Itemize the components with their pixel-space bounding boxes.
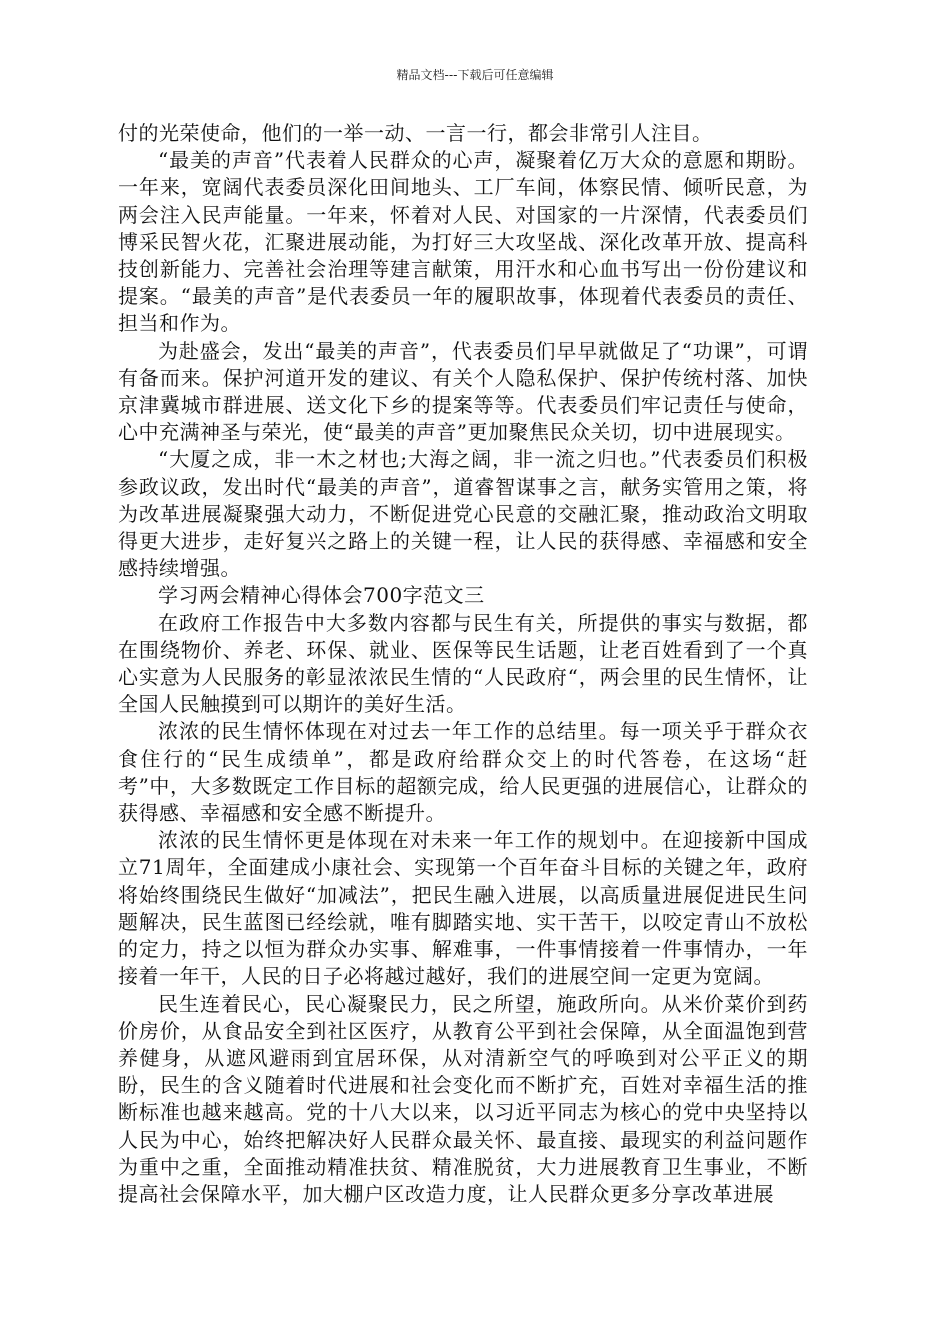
document-body <box>118 120 808 1208</box>
paragraph: 在政府工作报告中大多数内容都与民生有关，所提供的事实与数据，都在围绕物价、养老、环保、就业、医保等民生话题，让老百姓看到了一个真心实意为人民服务的彰显浓浓民生情的“人民政府“，两会里的民生情怀，让全国人民触摸到可以期许的美好生活。 <box>118 610 808 717</box>
section-heading: 学习两会精神心得体会700字范文三 <box>158 583 485 608</box>
paragraph: 浓浓的民生情怀体现在对过去一年工作的总结里。每一项关乎于群众衣食住行的“民生成绩单”，都是政府给群众交上的时代答卷，在这场“赶考”中，大多数既定工作目标的超额完成，给人民更强的进展信心，让群众的获得感、幸福感和安全感不断提升。 <box>118 719 808 826</box>
page-header: 精品文档---下载后可任意编辑 <box>396 68 554 82</box>
paragraph: 浓浓的民生情怀更是体现在对未来一年工作的规划中。在迎接新中国成立71周年，全面建成小康社会、实现第一个百年奋斗目标的关键之年，政府将始终围绕民生做好“加减法”，把民生融入进展，以高质量进展促进民生问题解决，民生蓝图已经绘就，唯有脚踏实地、实干苦干，以咬定青山不放松的定力，持之以恒为群众办实事、解难事，一件事情接着一件事情办，一年接着一年干，人民的日子必将越过越好，我们的进展空间一定更为宽阔。 <box>118 828 808 989</box>
paragraph: 为赴盛会，发出“最美的声音”，代表委员们早早就做足了“功课”，可谓有备而来。保护河道开发的建议、有关个人隐私保护、保护传统村落、加快京津冀城市群进展、送文化下乡的提案等等。代表委员们牢记责任与使命，心中充满神圣与荣光，使“最美的声音”更加聚焦民众关切，切中进展现实。 <box>118 338 808 445</box>
paragraph: “大厦之成，非一木之材也;大海之阔，非一流之归也。”代表委员们积极参政议政，发出时代“最美的声音”，道睿智谋事之言，献务实管用之策，将为改革进展凝聚强大动力，不断促进党心民意的交融汇聚，推动政治文明取得更大进步，走好复兴之路上的关键一程，让人民的获得感、幸福感和安全感持续增强。 <box>118 447 808 581</box>
paragraph: “最美的声音”代表着人民群众的心声，凝聚着亿万大众的意愿和期盼。一年来，宽阔代表委员深化田间地头、工厂车间，体察民情、倾听民意，为两会注入民声能量。一年来，怀着对人民、对国家的一片深情，代表委员们博采民智火花，汇聚进展动能，为打好三大攻坚战、深化改革开放、提高科技创新能力、完善社会治理等建言献策，用汗水和心血书写出一份份建议和提案。“最美的声音”是代表委员一年的履职故事，体现着代表委员的责任、担当和作为。 <box>118 148 808 336</box>
paragraph: 民生连着民心，民心凝聚民力，民之所望，施政所向。从米价菜价到药价房价，从食品安全到社区医疗，从教育公平到社会保障，从全面温饱到营养健身，从遮风避雨到宜居环保，从对清新空气的呼唤到对公平正义的期盼，民生的含义随着时代进展和社会变化而不断扩充，百姓对幸福生活的推断标准也越来越高。党的十八大以来，以习近平同志为核心的党中央坚持以人民为中心，始终把解决好人民群众最关怀、最直接、最现实的利益问题作为重中之重，全面推动精准扶贫、精准脱贫，大力进展教育卫生事业，不断提高社会保障水平，加大棚户区改造力度，让人民群众更多分享改革进展 <box>118 991 808 1206</box>
paragraph-continuation: 付的光荣使命，他们的一举一动、一言一行，都会非常引人注目。 <box>118 121 713 145</box>
